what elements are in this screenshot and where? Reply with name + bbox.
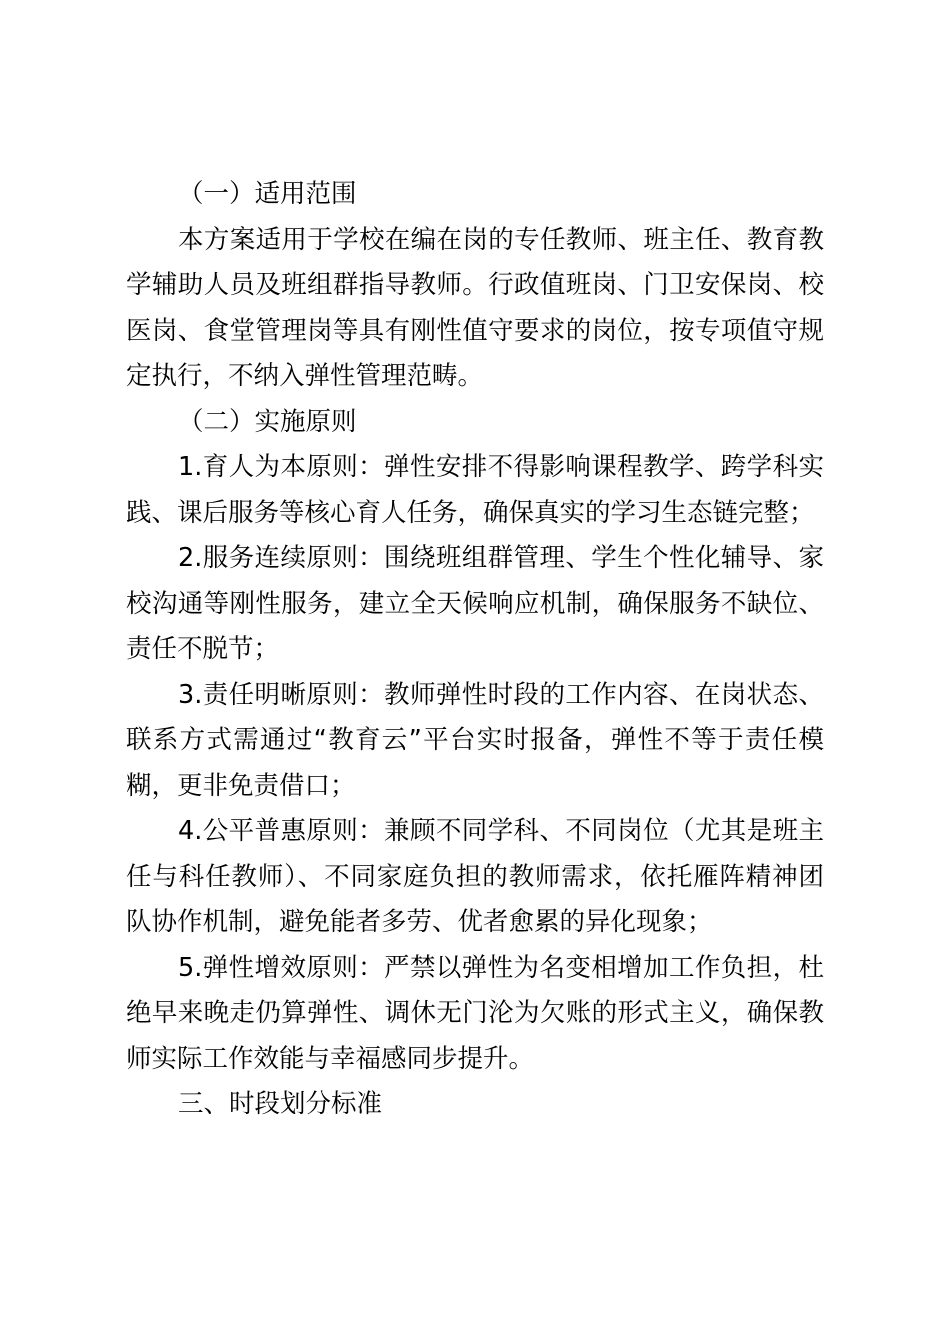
principles-heading: （二）实施原则 bbox=[178, 406, 357, 437]
principle-item-2: 2.服务连续原则：围绕班组群管理、学生个性化辅导、家校沟通等刚性服务，建立全天候响应机制，确保服务不缺位、责任不脱节； bbox=[126, 543, 824, 664]
principle-item-4: 4.公平普惠原则：兼顾不同学科、不同岗位（尤其是班主任与科任教师）、不同家庭负担的教师需求，依托雁阵精神团队协作机制，避免能者多劳、优者愈累的异化现象； bbox=[126, 816, 824, 937]
scope-heading: （一）适用范围 bbox=[178, 179, 357, 209]
principle-item-3: 3.责任明晰原则：教师弹性时段的工作内容、在岗状态、联系方式需通过“教育云”平台实时报备，弹性不等于责任模糊，更非免责借口； bbox=[126, 679, 824, 801]
time-division-heading: 三、时段划分标准 bbox=[178, 1089, 383, 1119]
scope-paragraph: 本方案适用于学校在编在岗的专任教师、班主任、教育教学辅助人员及班组群指导教师。行政值班岗、门卫安保岗、校医岗、食堂管理岗等具有刚性值守要求的岗位，按专项值守规定执行，不纳入弹性管理范畴。 bbox=[126, 224, 824, 391]
principle-item-1: 1.育人为本原则：弹性安排不得影响课程教学、跨学科实践、课后服务等核心育人任务，确保真实的学习生态链完整； bbox=[126, 452, 824, 528]
principle-item-5: 5.弹性增效原则：严禁以弹性为名变相增加工作负担，杜绝早来晚走仍算弹性、调休无门沦为欠账的形式主义，确保教师实际工作效能与幸福感同步提升。 bbox=[126, 952, 824, 1074]
document-body bbox=[126, 172, 824, 1128]
